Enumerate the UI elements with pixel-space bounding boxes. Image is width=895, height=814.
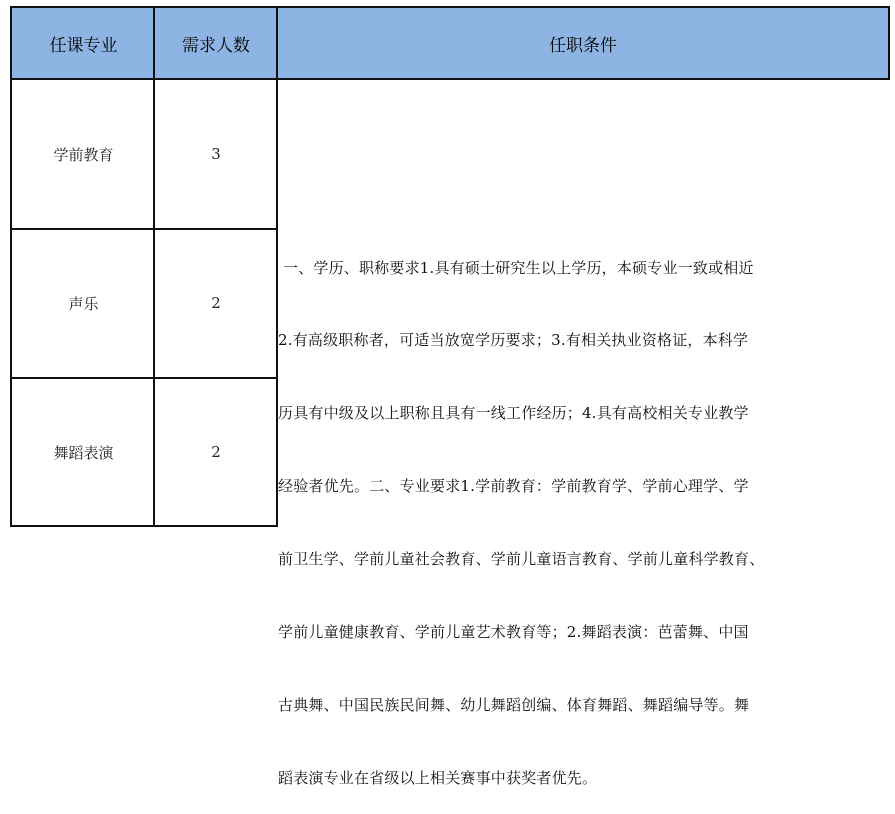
header-divider [10,78,890,80]
row-3-count [155,378,277,526]
border-right [888,6,890,80]
requirements-text [278,207,890,814]
header-requirements [277,8,889,78]
row-1-count [155,80,277,228]
row-3-subject-text: 舞蹈表演 [53,443,114,462]
row-1-subject-text: 学前教育 [53,145,114,164]
requirements-line: 经验者优先。二、专业要求1.学前教育：学前教育学、学前心理学、学 [278,477,749,496]
header-subject [12,8,155,78]
row-2-count [155,229,277,377]
row-3-count-text: 2 [211,443,221,461]
row-divider-2 [10,377,278,379]
column-divider-2 [276,6,278,527]
border-bottom [10,525,278,527]
requirements-line: 前卫生学、学前儿童社会教育、学前儿童语言教育、学前儿童科学教育、 [278,550,765,569]
requirements-line: 学前儿童健康教育、学前儿童艺术教育等；2.舞蹈表演：芭蕾舞、中国 [278,623,749,642]
requirements-line: 蹈表演专业在省级以上相关赛事中获奖者优先。 [278,768,598,787]
requirements-line: 古典舞、中国民族民间舞、幼儿舞蹈创编、体育舞蹈、舞蹈编导等。舞 [278,695,750,714]
header-subject-label: 任课专业 [49,35,118,56]
row-divider-1 [10,228,278,230]
header-count-label: 需求人数 [182,35,250,56]
row-1-count-text: 3 [211,145,221,163]
header-requirements-label: 任职条件 [549,35,617,56]
row-1-subject [12,80,155,228]
border-top [10,6,890,8]
row-2-subject [12,229,155,377]
row-2-count-text: 2 [211,294,221,312]
requirements-line: 一、学历、职称要求1.具有硕士研究生以上学历，本硕专业一致或相近 [278,258,754,277]
row-3-subject [12,378,155,526]
requirements-line: 历具有中级及以上职称且具有一线工作经历；4.具有高校相关专业教学 [278,404,749,423]
column-divider-1 [153,6,155,527]
requirements-line: 2.有高级职称者，可适当放宽学历要求；3.有相关执业资格证，本科学 [278,331,749,350]
border-left [10,6,12,527]
row-2-subject-text: 声乐 [68,294,99,313]
header-count [155,8,277,78]
